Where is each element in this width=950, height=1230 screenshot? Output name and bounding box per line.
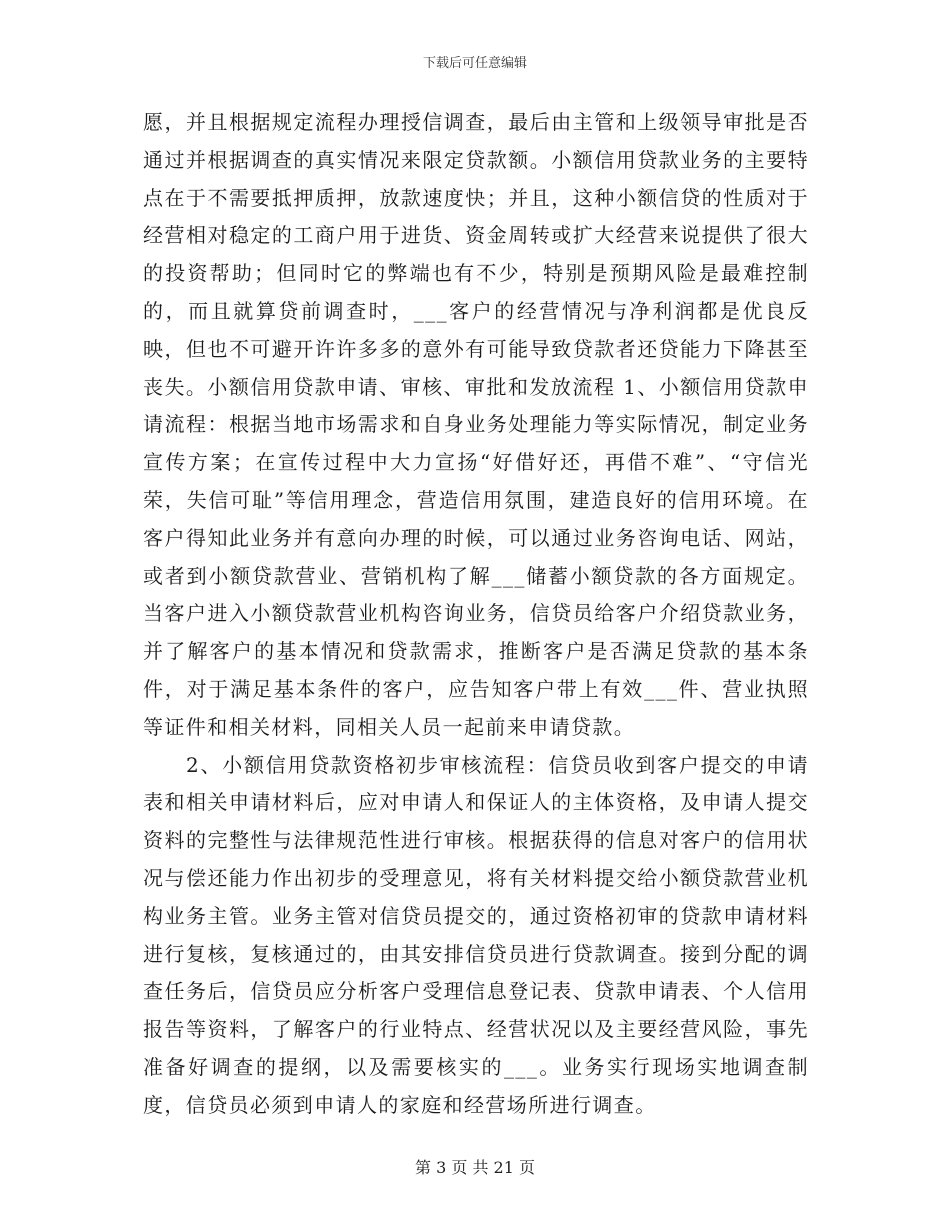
page-header-note: 下载后可任意编辑 <box>422 56 527 71</box>
paragraph-continuation: 愿，并且根据规定流程办理授信调查，最后由主管和上级领导审批是否通过并根据调查的真实情况来限定贷款额。小额信用贷款业务的主要特点在于不需要抵押质押，放款速度快；并且，这种小额信贷的性质对于经营相对稳定的工商户用于进货、资金周转或扩大经营来说提供了很大的投资帮助；但同时它的弊端也有不少，特别是预期风险是最难控制的，而且就算贷前调查时，___客户的经营情况与净利润都是优良反映，但也不可避开许许多多的意外有可能导致贷款者还贷能力下降甚至丧失。小额信用贷款申请、审核、审批和发放流程 1、小额信用贷款申请流程：根据当地市场需求和自身业务处理能力等实际情况，制定业务宣传方案；在宣传过程中大力宣扬“好借好还，再借不难”、“守信光荣，失信可耻”等信用理念，营造信用氛围，建造良好的信用环境。在客户得知此业务并有意向办理的时候，可以通过业务咨询电话、网站，或者到小额贷款营业、营销机构了解___储蓄小额贷款的各方面规定。当客户进入小额贷款营业机构咨询业务，信贷员给客户介绍贷款业务，并了解客户的基本情况和贷款需求，推断客户是否满足贷款的基本条件，对于满足基本条件的客户，应告知客户带上有效___件、营业执照等证件和相关材料，同相关人员一起前来申请贷款。 <box>143 110 809 739</box>
paragraph-qualification-review: 2、小额信用贷款资格初步审核流程：信贷员收到客户提交的申请表和相关申请材料后，应对申请人和保证人的主体资格，及申请人提交资料的完整性与法律规范性进行审核。根据获得的信息对客户的信用状况与偿还能力作出初步的受理意见，将有关材料提交给小额贷款营业机构业务主管。业务主管对信贷员提交的，通过资格初审的贷款申请材料进行复核，复核通过的，由其安排信贷员进行贷款调查。接到分配的调查任务后，信贷员应分析客户受理信息登记表、贷款申请表、个人信用报告等资料，了解客户的行业特点、经营状况以及主要经营风险，事先准备好调查的提纲，以及需要核实的___。业务实行现场实地调查制度，信贷员必须到申请人的家庭和经营场所进行调查。 <box>143 752 809 1117</box>
document-body <box>143 104 809 1125</box>
page-number: 第 3 页 共 21 页 <box>415 1158 535 1177</box>
